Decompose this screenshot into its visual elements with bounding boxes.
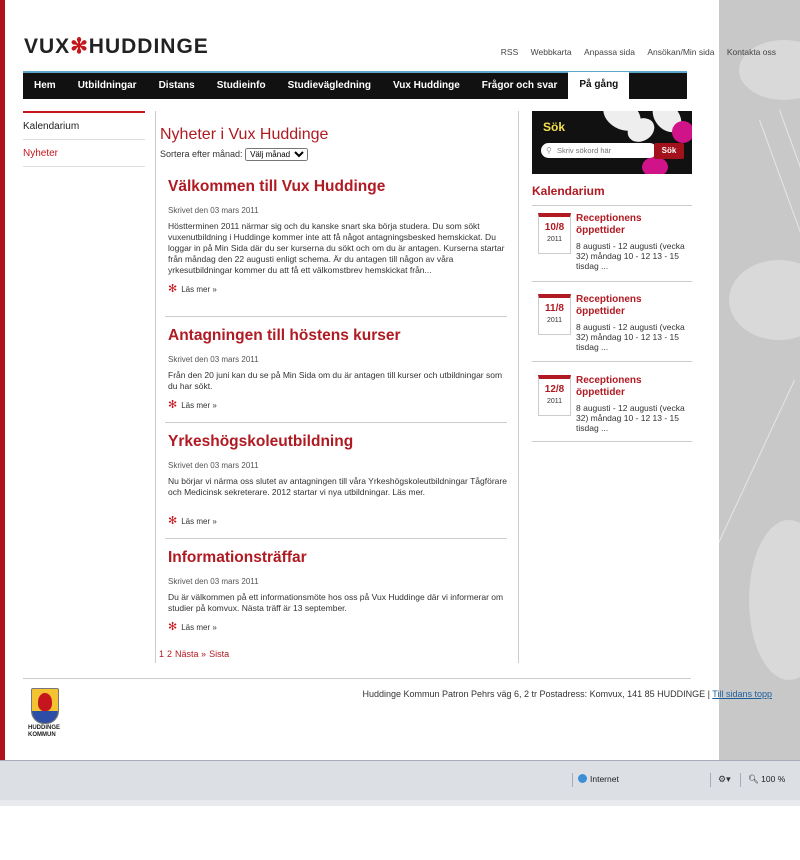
sort-label: Sortera efter månad: [160,149,243,159]
read-more-label: Läs mer » [181,401,217,410]
article-title[interactable]: Yrkeshögskoleutbildning [168,433,354,450]
nav-studievagledning[interactable]: Studievägledning [287,80,371,91]
search-input[interactable] [541,143,657,158]
nav-pa-gang[interactable]: På gång [568,72,629,99]
calendar-day: 11/8 [545,303,564,314]
calendar-event-title[interactable]: Receptionens öppettider [576,213,642,236]
crest-shield-icon [31,688,59,724]
read-more-label: Läs mer » [181,517,217,526]
decorative-background [719,0,800,760]
read-more-link[interactable] [168,514,507,527]
nav-hem[interactable]: Hem [34,80,56,91]
search-icon: ⚲ [546,146,552,155]
calendar-divider [532,205,692,206]
logo-text-vux: VUX [24,35,71,58]
search-button[interactable]: Sök [654,143,684,159]
nav-utbildningar[interactable]: Utbildningar [77,80,137,91]
article-date: Skrivet den 03 mars 2011 [168,206,259,215]
nav-studieinfo[interactable]: Studieinfo [216,80,266,91]
footer-divider [23,678,691,679]
zoom-label: 100 % [761,774,786,784]
taskbar [0,800,800,806]
sidebar-item-kalendarium[interactable]: Kalendarium [23,113,145,140]
toplink-ansokan[interactable]: Ansökan/Min sida [647,47,715,57]
flower-icon: ✻ [168,283,178,295]
protected-mode-icon[interactable]: ⚙▾ [718,774,731,784]
back-to-top-link[interactable]: Till sidans topp [712,689,772,699]
zoom-icon: 🔍︎ [748,774,759,784]
column-divider-left [155,111,156,663]
read-more-link[interactable] [168,398,507,411]
article-separator [165,316,507,317]
footer-address-text: Huddinge Kommun Patron Pehrs väg 6, 2 tr Postadress: Komvux, 141 85 HUDDINGE | [362,689,710,699]
news-article [165,433,507,527]
calendar-day: 12/8 [544,384,565,395]
calendar-date-badge [538,213,571,254]
page-title: Nyheter i Vux Huddinge [160,126,329,143]
page-last-link[interactable]: Sista [209,649,230,659]
calendar-day: 10/8 [544,222,565,233]
search-label: Sök [543,120,566,134]
sidebar [23,111,145,167]
toplink-anpassa-sida[interactable]: Anpassa sida [583,47,636,57]
main-nav [23,71,687,99]
calendar-date-badge [538,294,571,335]
pagination [159,649,232,659]
top-links [491,47,776,57]
page-link-2[interactable]: 2 [167,649,173,659]
nav-fragor-och-svar[interactable]: Frågor och svar [481,80,558,91]
article-separator [165,538,507,539]
zone-label: Internet [590,774,619,784]
article-body: Höstterminen 2011 närmar sig och du kanske snart ska börja studera. Du som sökt vuxenutbildning i Huddinge kommer inte att få något antagningsbesked hemskickat. Du loggar in på Min Sida där du ser kurserna du sökt och om du är antagen. Kurserna startar från måndag den 22 augusti enligt schema. Är du antagen till någon av våra yrkesutbildningar kommer du att få ett välkomstbrev hemskickat från... [168,221,505,275]
search-panel [532,111,692,174]
calendar-event-title[interactable]: Receptionens öppettider [576,375,642,398]
calendar-title: Kalendarium [532,184,605,198]
page-next-link[interactable]: Nästa » [175,649,207,659]
sort-row [160,148,502,161]
read-more-label: Läs mer » [181,623,217,632]
site-logo[interactable] [24,34,209,59]
calendar-year: 2011 [546,317,563,324]
flower-icon: ✻ [168,399,178,411]
read-more-link[interactable] [168,620,507,633]
zoom-control[interactable] [748,774,785,785]
huddinge-crest-logo[interactable] [28,688,60,742]
calendar-year: 2011 [546,398,563,405]
toplink-webbkarta[interactable]: Webbkarta [530,47,572,57]
month-select[interactable] [245,148,308,161]
browser-status-bar [0,760,800,801]
calendar-event-title[interactable]: Receptionens öppettider [576,294,642,317]
calendar-divider [532,281,692,282]
security-zone [578,774,619,784]
footer-address [362,689,772,699]
article-body: Från den 20 juni kan du se på Min Sida om du är antagen till kurser och utbildningar som du har sökt. [168,370,503,391]
article-date: Skrivet den 03 mars 2011 [168,461,259,470]
article-body: Du är välkommen på ett informationsmöte hos oss på Vux Huddinge där vi informerar om studier på komvux. Nästa träff är 13 september. [168,592,504,613]
nav-distans[interactable]: Distans [158,80,195,91]
logo-star-icon: ✻ [70,35,89,58]
nav-vux-huddinge[interactable]: Vux Huddinge [392,80,460,91]
calendar-event-text: 8 augusti - 12 augusti (vecka 32) måndag 10 - 12 13 - 15 tisdag ... [576,322,685,352]
flower-icon: ✻ [168,621,178,633]
news-article [165,178,507,295]
calendar-divider [532,361,692,362]
read-more-label: Läs mer » [181,285,217,294]
article-title[interactable]: Informationsträffar [168,549,307,566]
logo-text-huddinge: HUDDINGE [88,35,209,58]
article-body: Nu börjar vi närma oss slutet av antagningen till våra Yrkeshögskoleutbildningar Tågförare och Medicinsk sekreterare. 2012 startar vi nya utbildningar. Läs mer. [168,476,507,497]
page-link-1[interactable]: 1 [159,649,165,659]
read-more-link[interactable] [168,282,507,295]
news-column [160,126,502,161]
calendar-year: 2011 [546,236,563,243]
article-date: Skrivet den 03 mars 2011 [168,577,259,586]
news-article [165,327,507,411]
article-title[interactable]: Välkommen till Vux Huddinge [168,178,386,195]
calendar-divider [532,441,692,442]
article-title[interactable]: Antagningen till höstens kurser [168,327,401,344]
news-article [165,549,507,633]
flower-icon: ✻ [168,515,178,527]
crest-name: HUDDINGE KOMMUN [28,725,61,738]
calendar-event-text: 8 augusti - 12 augusti (vecka 32) måndag 10 - 12 13 - 15 tisdag ... [576,403,685,433]
sidebar-item-nyheter[interactable]: Nyheter [23,140,145,167]
calendar-date-badge [538,375,571,416]
calendar-event-text: 8 augusti - 12 augusti (vecka 32) måndag 10 - 12 13 - 15 tisdag ... [576,241,685,271]
article-date: Skrivet den 03 mars 2011 [168,355,259,364]
article-separator [165,422,507,423]
globe-icon [578,774,587,783]
toplink-kontakta-oss[interactable]: Kontakta oss [726,47,776,57]
toplink-rss[interactable]: RSS [500,47,519,57]
column-divider-right [518,111,519,663]
